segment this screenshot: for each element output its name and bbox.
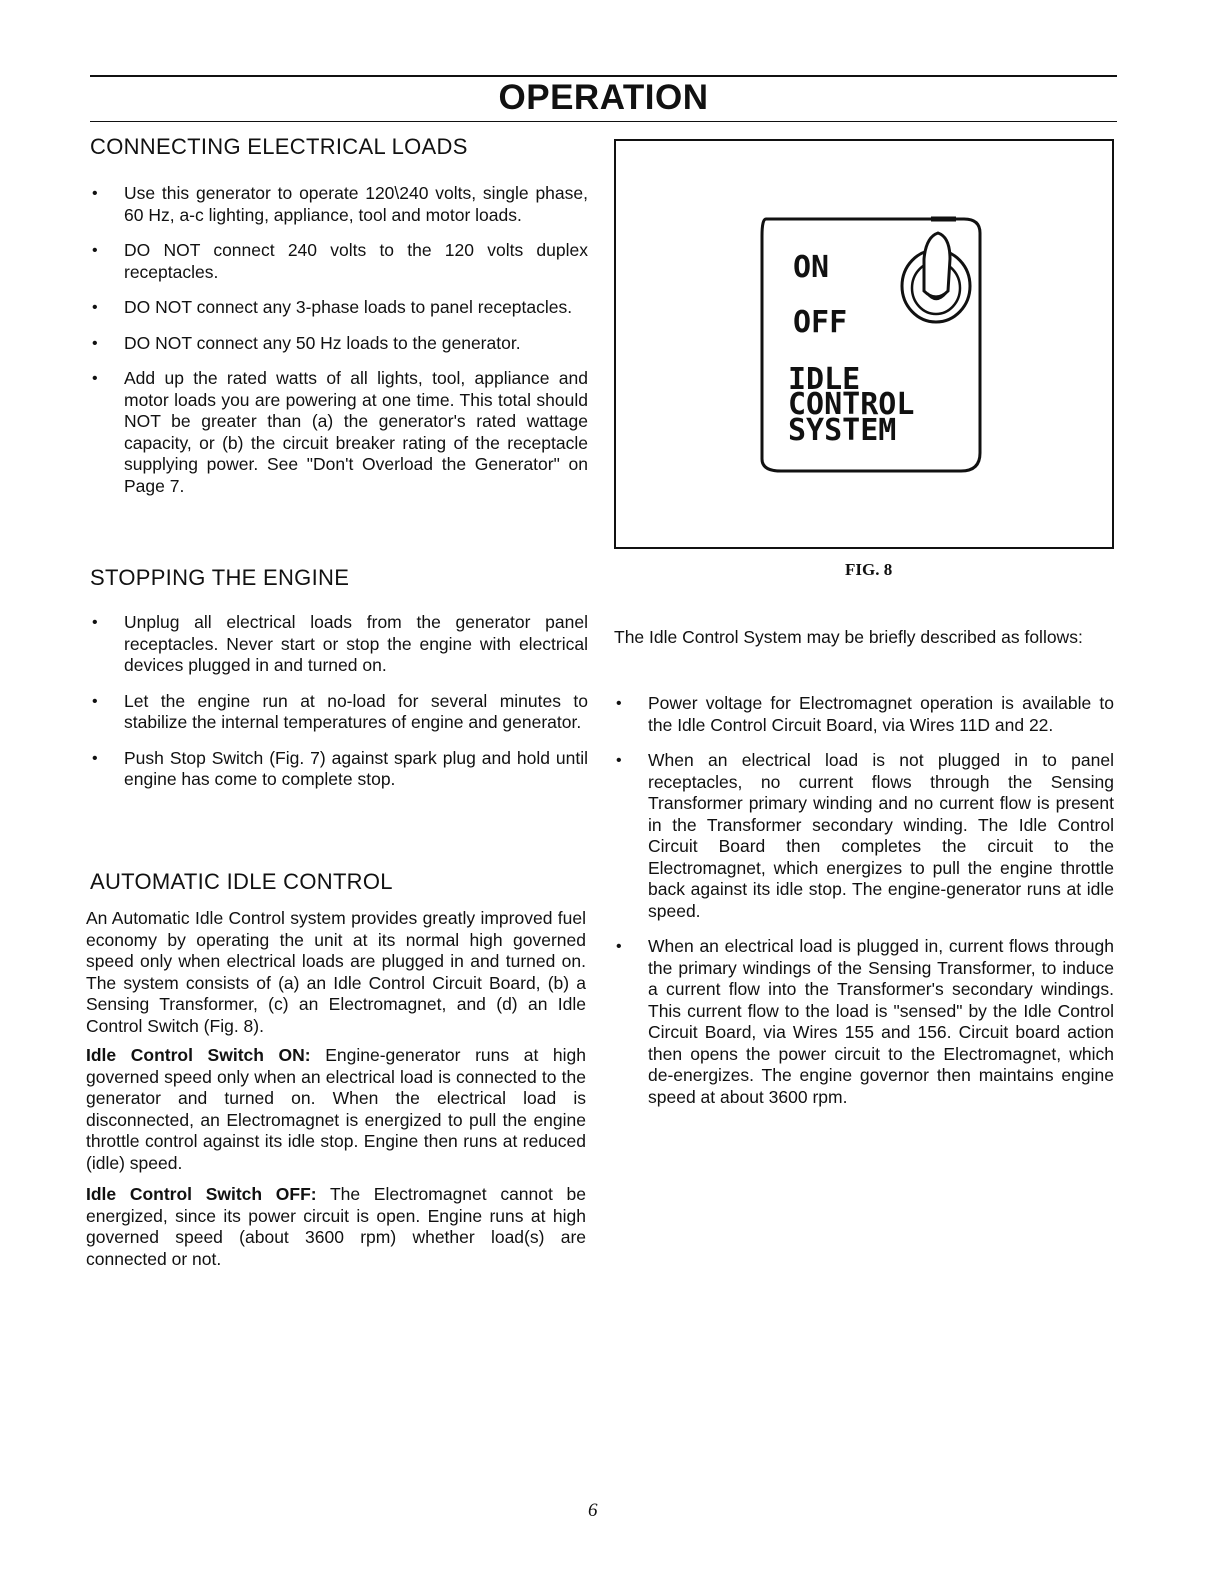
switch-label-off: OFF: [793, 305, 848, 340]
switch-label-on: ON: [793, 250, 830, 285]
list-item: • DO NOT connect 240 volts to the 120 volts duplex receptacles.: [90, 240, 588, 283]
list-item: • Let the engine run at no-load for several minutes to stabilize the internal temperatures of engine and generator.: [90, 691, 588, 734]
list-item: • When an electrical load is not plugged in to panel receptacles, no current flows through the Sensing Transformer primary winding and no current flow is present in the Transformer secondary winding. The Idle Control Circuit Board then completes the circuit to the Electromagnet, which energizes to pull the engine throttle back against its idle stop. The engine-generator runs at idle speed.: [614, 750, 1114, 922]
idle-system-description-list: [614, 693, 1114, 1122]
switch-label-system: SYSTEM: [788, 413, 897, 448]
section-heading-idle-control: AUTOMATIC IDLE CONTROL: [90, 869, 393, 894]
list-item: • Unplug all electrical loads from the generator panel receptacles. Never start or stop the engine with electrical devices plugged in and turned on.: [90, 612, 588, 677]
switch-label-control: CONTROL: [788, 387, 915, 422]
idle-control-intro: An Automatic Idle Control system provides greatly improved fuel economy by operating the unit at its normal high governed speed only when electrical loads are plugged in and turned on. The system consists of (a) an Idle Control Circuit Board, (b) a Sensing Transformer, (c) an Electromagnet, and (d) an Idle Control Switch (Fig. 8).: [86, 908, 586, 1036]
idle-switch-on-text: Engine-generator runs at high governed speed only when an electrical load is connected to the generator and turned on. When the electrical load is disconnected, an Electromagnet is energized to pull the engine throttle control against its idle stop. Engine then runs at reduced (idle) speed.: [86, 1045, 586, 1173]
list-item: • Use this generator to operate 120\240 volts, single phase, 60 Hz, a-c lighting, appliance, tool and motor loads.: [90, 183, 588, 226]
idle-switch-on-paragraph: [86, 1045, 586, 1174]
list-item: • When an electrical load is plugged in, current flows through the primary windings of the Sensing Transformer, to induce a current flow into the Transformer's secondary windings. This current flow to the load is "sensed" by the Idle Control Circuit Board, via Wires 155 and 156. Circuit board action then opens the power circuit to the Electromagnet, which de-energizes. The engine governor then maintains engine speed at about 3600 rpm.: [614, 936, 1114, 1108]
figure-caption: FIG. 8: [845, 560, 893, 579]
list-item: • Push Stop Switch (Fig. 7) against spark plug and hold until engine has come to complete stop.: [90, 748, 588, 791]
stopping-list: [90, 612, 588, 805]
toggle-switch-icon: [902, 233, 970, 322]
header-bottom-rule: [90, 121, 1117, 122]
list-item: • Add up the rated watts of all lights, tool, appliance and motor loads you are powering at one time. This total should NOT be greater than (a) the generator's rated wattage capacity, or (b) the circuit breaker rating of the receptacle supplying power. See "Don't Overload the Generator" on Page 7.: [90, 368, 588, 497]
list-item: • DO NOT connect any 50 Hz loads to the generator.: [90, 333, 588, 355]
figure-8-frame: [614, 139, 1114, 549]
idle-switch-off-paragraph: [86, 1184, 586, 1270]
idle-switch-off-text: The Electromagnet cannot be energized, since its power circuit is open. Engine runs at high governed speed (about 3600 rpm) whether load(s) are connected or not.: [86, 1184, 586, 1269]
idle-switch-off-lead: Idle Control Switch OFF:: [86, 1184, 317, 1204]
idle-system-description-intro: The Idle Control System may be briefly described as follows:: [614, 627, 1083, 647]
section-heading-stopping: STOPPING THE ENGINE: [90, 565, 350, 590]
connecting-list: [90, 183, 588, 511]
switch-label-idle: IDLE: [788, 362, 861, 397]
idle-control-switch-illustration: [616, 141, 1112, 547]
list-item: • Power voltage for Electromagnet operation is available to the Idle Control Circuit Board, via Wires 11D and 22.: [614, 693, 1114, 736]
page-title: OPERATION: [498, 78, 709, 117]
page-number: 6: [588, 1500, 598, 1521]
section-heading-connecting: CONNECTING ELECTRICAL LOADS: [90, 134, 468, 159]
list-item: • DO NOT connect any 3-phase loads to panel receptacles.: [90, 297, 588, 319]
idle-switch-on-lead: Idle Control Switch ON:: [86, 1045, 311, 1065]
